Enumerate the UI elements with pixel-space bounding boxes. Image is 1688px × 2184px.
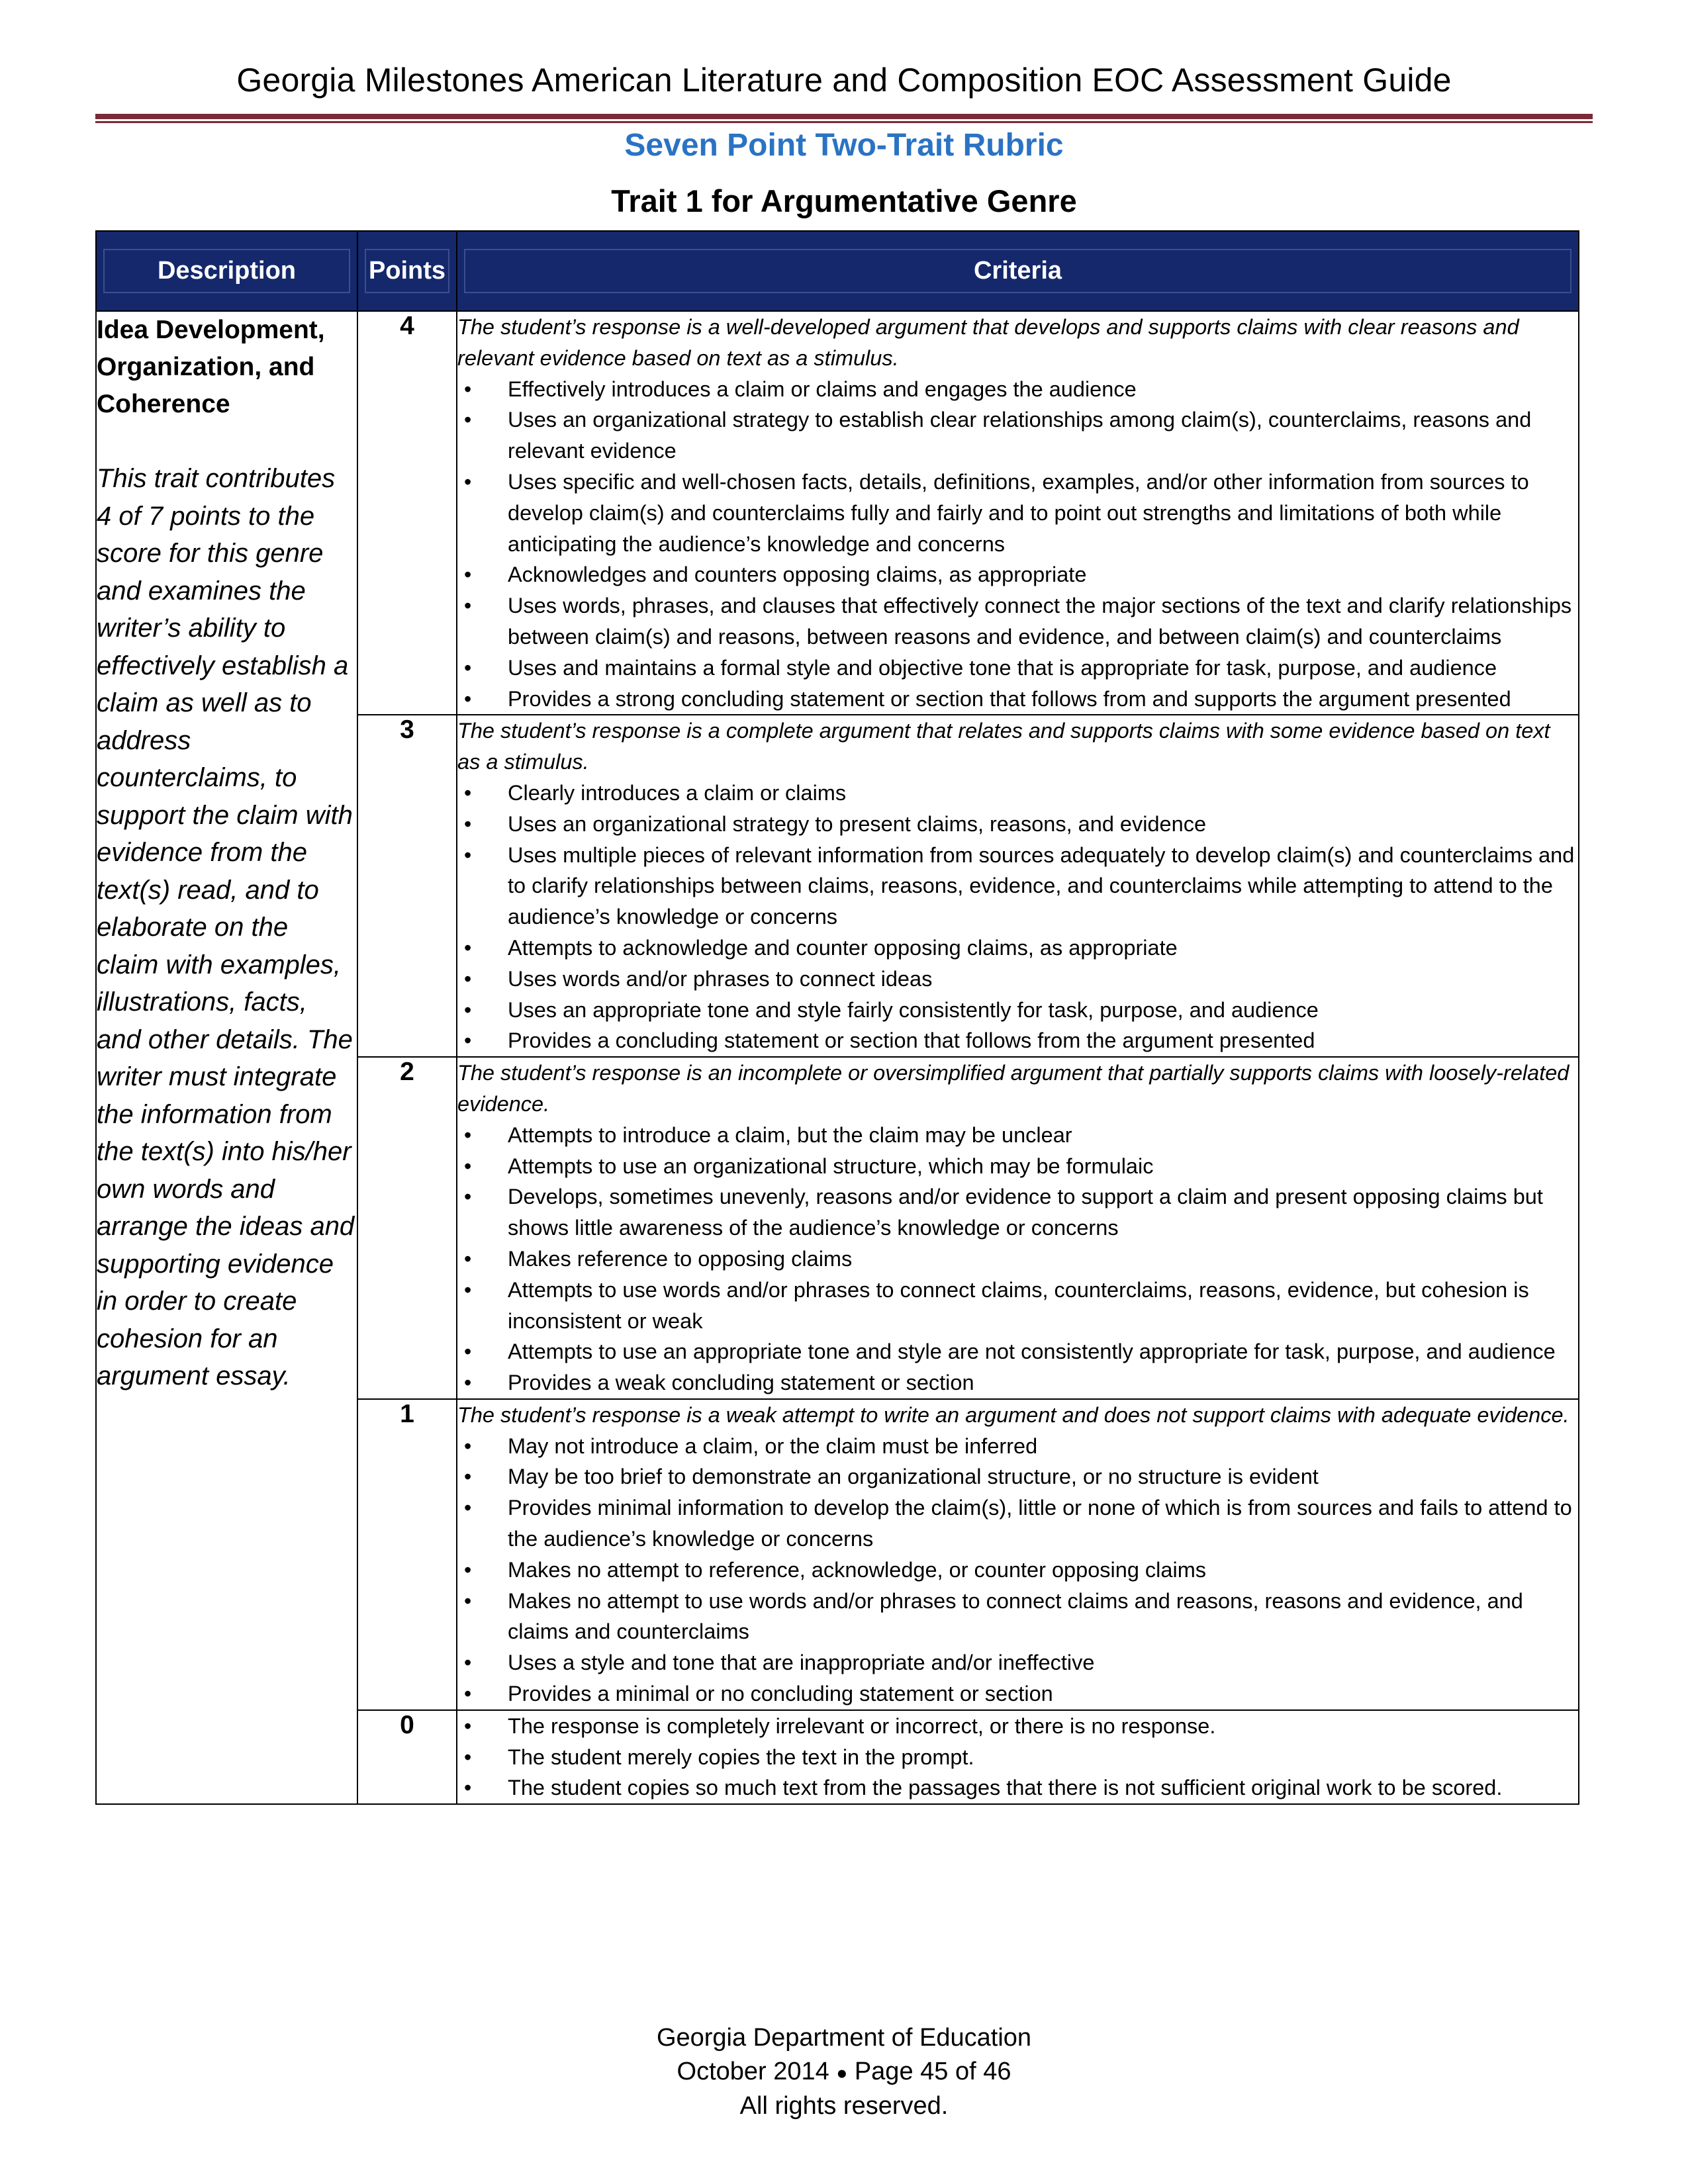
- criteria-item: • Provides a weak concluding statement or section: [457, 1367, 1578, 1398]
- criteria-item: • Effectively introduces a claim or claims and engages the audience: [457, 374, 1578, 405]
- criteria-intro: The student’s response is a well-developed argument that develops and supports claims with clear reasons and relevant evidence based on text as a stimulus.: [457, 315, 1519, 370]
- criteria-item: • Provides a strong concluding statement or section that follows from and supports the argument presented: [457, 684, 1578, 715]
- trait-description: This trait contributes 4 of 7 points to the score for this genre and examines the writer’s ability to effectively establish a claim as well as to address counterclaims, to support the claim with evidence from the text(s) read, and to elaborate on the claim with examples, illustrations, facts, and other details. The writer must integrate the information from the text(s) into his/her own words and arrange the ideas and supporting evidence in order to create cohesion for an argument essay.: [97, 464, 355, 1390]
- points-value: 3: [357, 715, 457, 1057]
- criteria-cell: [457, 1057, 1579, 1399]
- criteria-cell: [457, 311, 1579, 715]
- rubric-table: [95, 230, 1579, 1805]
- trait-title: Idea Development, Organization, and Coherence: [97, 316, 325, 418]
- points-value: 0: [357, 1710, 457, 1804]
- criteria-item: • Uses an organizational strategy to present claims, reasons, and evidence: [457, 809, 1578, 840]
- criteria-cell: [457, 1710, 1579, 1804]
- header-rule-thin: [95, 121, 1593, 123]
- rubric-body: [96, 311, 1579, 1804]
- criteria-item: • Uses multiple pieces of relevant information from sources adequately to develop claim(s) and counterclaims and to clarify relationships between claims, reasons, evidence, and counterclaims while attempting to attend to the audience’s knowledge or concerns: [457, 840, 1578, 933]
- criteria-item: • Makes no attempt to use words and/or phrases to connect claims and reasons, reasons and evidence, and claims and counterclaims: [457, 1586, 1578, 1648]
- page-footer: [95, 2021, 1593, 2123]
- footer-date-page: [95, 2055, 1593, 2089]
- column-header-criteria: Criteria: [457, 231, 1579, 311]
- criteria-item: • Attempts to acknowledge and counter opposing claims, as appropriate: [457, 933, 1578, 964]
- rubric-subtitle: Trait 1 for Argumentative Genre: [611, 183, 1077, 218]
- criteria-item: • Provides minimal information to develop the claim(s), little or none of which is from sources and fails to attend to the audience’s knowledge or concerns: [457, 1492, 1578, 1555]
- criteria-intro: The student’s response is a weak attempt to write an argument and does not support claims with adequate evidence.: [457, 1402, 1570, 1427]
- column-header-points: Points: [357, 231, 457, 311]
- criteria-item: • Uses words and/or phrases to connect ideas: [457, 964, 1578, 995]
- footer-rights: All rights reserved.: [739, 2092, 949, 2120]
- document-header-title: Georgia Milestones American Literature and Composition EOC Assessment Guide: [236, 62, 1452, 99]
- criteria-list: [457, 374, 1578, 715]
- criteria-list: [457, 1431, 1578, 1709]
- footer-date: October 2014: [677, 2058, 829, 2085]
- criteria-item: • Uses specific and well-chosen facts, details, definitions, examples, and/or other information from sources to develop claim(s) and counterclaims fully and fairly and to point out strengths and limitations of both while anticipating the audience’s knowledge and concerns: [457, 467, 1578, 559]
- criteria-item: • Provides a minimal or no concluding statement or section: [457, 1678, 1578, 1709]
- points-value: 4: [357, 311, 457, 715]
- footer-org: Georgia Department of Education: [656, 2024, 1032, 2052]
- criteria-item: • Uses a style and tone that are inappropriate and/or ineffective: [457, 1647, 1578, 1678]
- criteria-item: • Makes reference to opposing claims: [457, 1244, 1578, 1275]
- criteria-intro: The student’s response is an incomplete or oversimplified argument that partially supports claims with loosely-related evidence.: [457, 1061, 1570, 1116]
- criteria-item: • The student copies so much text from the passages that there is not sufficient original work to be scored.: [457, 1772, 1578, 1803]
- criteria-item: • The response is completely irrelevant or incorrect, or there is no response.: [457, 1711, 1578, 1742]
- criteria-item: • May be too brief to demonstrate an organizational structure, or no structure is evident: [457, 1461, 1578, 1492]
- description-cell: [96, 311, 357, 1804]
- criteria-item: • Uses an organizational strategy to establish clear relationships among claim(s), counterclaims, reasons and relevant evidence: [457, 404, 1578, 467]
- criteria-item: • Uses and maintains a formal style and objective tone that is appropriate for task, purpose, and audience: [457, 653, 1578, 684]
- criteria-item: • Acknowledges and counters opposing claims, as appropriate: [457, 559, 1578, 590]
- criteria-list: [457, 778, 1578, 1056]
- criteria-item: • May not introduce a claim, or the claim must be inferred: [457, 1431, 1578, 1462]
- criteria-item: • Attempts to use an organizational structure, which may be formulaic: [457, 1151, 1578, 1182]
- criteria-item: • Develops, sometimes unevenly, reasons and/or evidence to support a claim and present opposing claims but shows little awareness of the audience’s knowledge or concerns: [457, 1181, 1578, 1244]
- rubric-header-row: [96, 231, 1579, 311]
- column-header-description: Description: [96, 231, 357, 311]
- criteria-item: • Attempts to use words and/or phrases to connect claims, counterclaims, reasons, evidence, but cohesion is inconsistent or weak: [457, 1275, 1578, 1337]
- criteria-list: [457, 1711, 1578, 1803]
- criteria-intro: The student’s response is a complete argument that relates and supports claims with some evidence based on text as a stimulus.: [457, 719, 1550, 774]
- criteria-item: • The student merely copies the text in the prompt.: [457, 1742, 1578, 1773]
- criteria-cell: [457, 715, 1579, 1057]
- points-value: 2: [357, 1057, 457, 1399]
- criteria-item: • Clearly introduces a claim or claims: [457, 778, 1578, 809]
- rubric-row: [96, 311, 1579, 715]
- criteria-item: • Uses an appropriate tone and style fairly consistently for task, purpose, and audience: [457, 995, 1578, 1026]
- criteria-item: • Attempts to use an appropriate tone and style are not consistently appropriate for task, purpose, and audience: [457, 1336, 1578, 1367]
- criteria-cell: [457, 1399, 1579, 1710]
- footer-page: Page 45 of 46: [854, 2058, 1011, 2085]
- criteria-item: • Uses words, phrases, and clauses that effectively connect the major sections of the text and clarify relationships between claim(s) and reasons, between reasons and evidence, and between claim(s) and counterclaims: [457, 590, 1578, 653]
- header-rule: [95, 114, 1593, 119]
- criteria-item: • Makes no attempt to reference, acknowledge, or counter opposing claims: [457, 1555, 1578, 1586]
- points-value: 1: [357, 1399, 457, 1710]
- criteria-item: • Attempts to introduce a claim, but the claim may be unclear: [457, 1120, 1578, 1151]
- bullet-separator-icon: ●: [836, 2062, 848, 2083]
- criteria-item: • Provides a concluding statement or section that follows from the argument presented: [457, 1025, 1578, 1056]
- criteria-list: [457, 1120, 1578, 1398]
- rubric-title: Seven Point Two-Trait Rubric: [624, 128, 1064, 163]
